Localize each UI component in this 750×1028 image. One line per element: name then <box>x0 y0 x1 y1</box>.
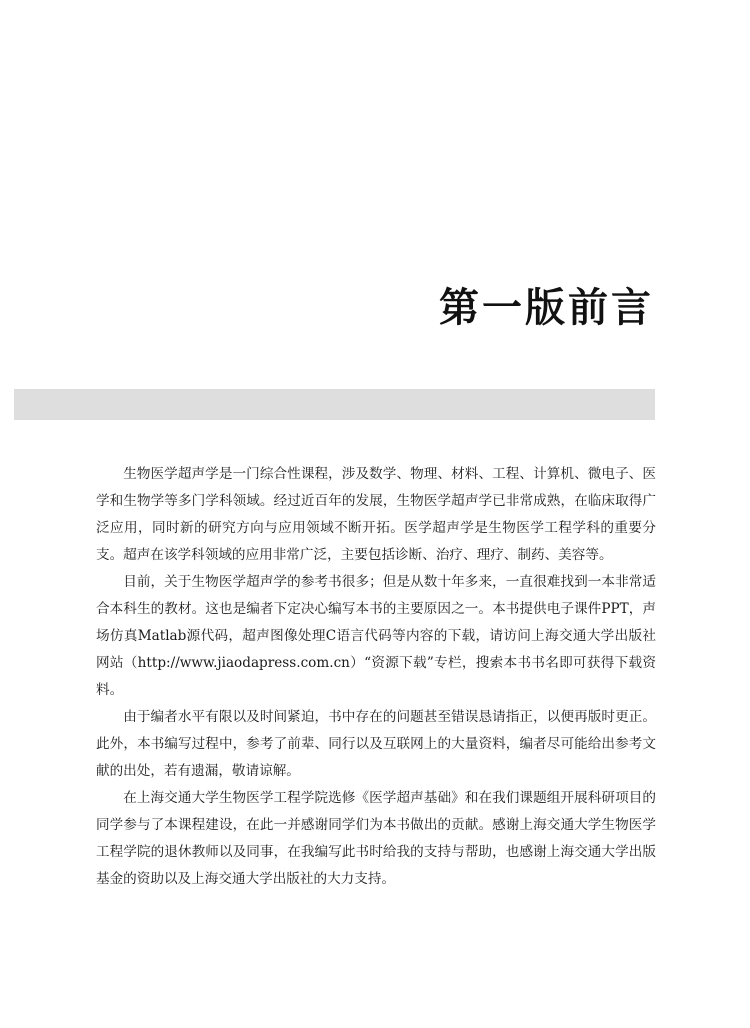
paragraph-3: 由于编者水平有限以及时间紧迫，书中存在的问题甚至错误恳请指正，以便再版时更正。此外，本书编写过程中，参考了前辈、同行以及互联网上的大量资料，编者尽可能给出参考文献的出处，若有遗漏，敬请谅解。 <box>96 709 656 779</box>
paragraph-1: 生物医学超声学是一门综合性课程，涉及数学、物理、材料、工程、计算机、微电子、医学和生物学等多门学科领域。经过近百年的发展，生物医学超声学已非常成熟，在临床取得广泛应用，同时新的研究方向与应用领域不断开拓。医学超声学是生物医学工程学科的重要分支。超声在该学科领域的应用非常广泛，主要包括诊断、治疗、理疗、制药、美容等。 <box>96 466 656 563</box>
chapter-title: 第一版前言 <box>439 284 654 331</box>
preface-body <box>96 461 656 893</box>
paragraph-2: 目前，关于生物医学超声学的参考书很多；但是从数十年多来，一直很难找到一本非常适合本科生的教材。这也是编者下定决心编写本书的主要原因之一。本书提供电子课件PPT，声场仿真Matlab源代码，超声图像处理C语言代码等内容的下载，请访问上海交通大学出版社网站（http://www.jiaodapress.com.cn）“资源下载”专栏，搜索本书书名即可获得下载资料。 <box>96 574 656 698</box>
title-band <box>14 389 655 420</box>
paragraph-4: 在上海交通大学生物医学工程学院选修《医学超声基础》和在我们课题组开展科研项目的同学参与了本课程建设，在此一并感谢同学们为本书做出的贡献。感谢上海交通大学生物医学工程学院的退休教师以及同事，在我编写此书时给我的支持与帮助，也感谢上海交通大学出版基金的资助以及上海交通大学出版社的大力支持。 <box>96 790 656 887</box>
